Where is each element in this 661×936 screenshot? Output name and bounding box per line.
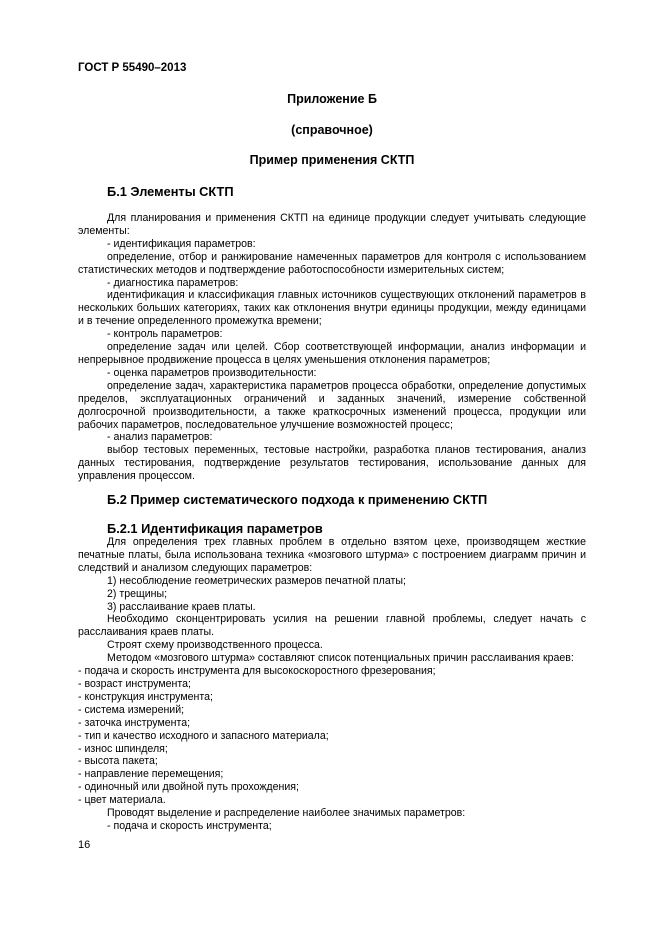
selected-item: - подача и скорость инструмента;	[107, 819, 272, 832]
element-label: - диагностика параметров:	[107, 276, 239, 289]
cause-item: - износ шпинделя;	[78, 742, 168, 755]
cause-item: - одиночный или двойной путь прохождения;	[78, 781, 299, 794]
page-number: 16	[78, 839, 91, 851]
section-b2-heading: Б.2 Пример систематического подхода к применению СКТП	[107, 492, 488, 507]
appendix-subject: Пример применения СКТП	[249, 153, 415, 167]
scheme-paragraph: Строят схему производственного процесса.	[107, 639, 323, 652]
selection-paragraph: Проводят выделение и распределение наиболее значимых параметров:	[107, 807, 466, 820]
cause-item: - высота пакета;	[78, 755, 158, 768]
element-label: - идентификация параметров:	[107, 237, 256, 250]
element-description: выбор тестовых переменных, тестовые настройки, разработка планов тестирования, анализ данных тестирования, подтверждение результатов тестирования, использование данных для управления процессом.	[78, 444, 586, 483]
section-b2-intro: Для определения трех главных проблем в отдельно взятом цехе, производящем жесткие печатные платы, была использована техника «мозгового штурма» с построением диаграмм причин и следствий и анализом следующих параметров:	[78, 536, 586, 574]
element-description: идентификация и классификация главных источников существующих отклонений параметров в нескольких больших категориях, таких как отклонения внутри единицы продукции, между единицами и в течение определенного промежутка времени;	[78, 289, 586, 328]
standard-number: ГОСТ Р 55490–2013	[78, 62, 187, 74]
section-b1-body	[78, 212, 586, 483]
element-label: - анализ параметров:	[107, 431, 213, 444]
appendix-status: (справочное)	[291, 123, 373, 137]
cause-item: - возраст инструмента;	[78, 677, 191, 690]
element-label: - оценка параметров производительности:	[107, 366, 317, 379]
element-label: - контроль параметров:	[107, 328, 223, 341]
problem-item: 2) трещины;	[107, 587, 168, 600]
problem-item: 1) несоблюдение геометрических размеров печатной платы;	[107, 574, 406, 587]
cause-item: - тип и качество исходного и запасного материала;	[78, 729, 329, 742]
cause-item: - направление перемещения;	[78, 768, 224, 781]
cause-item: - заточка инструмента;	[78, 716, 191, 729]
focus-paragraph: Необходимо сконцентрировать усилия на решении главной проблемы, следует начать с расслаивания краев платы.	[78, 613, 586, 639]
appendix-title: Приложение Б	[287, 92, 377, 106]
cause-item: - цвет материала.	[78, 794, 166, 807]
cause-item: - подача и скорость инструмента для высокоскоростного фрезерования;	[78, 665, 436, 678]
section-b1-intro: Для планирования и применения СКТП на единице продукции следует учитывать следующие элементы:	[78, 212, 586, 237]
cause-item: - конструкция инструмента;	[78, 690, 213, 703]
section-b2-1-heading: Б.2.1 Идентификация параметров	[107, 521, 323, 536]
problem-item: 3) расслаивание краев платы.	[107, 600, 256, 613]
section-b2-body	[78, 536, 586, 833]
brainstorm-paragraph: Методом «мозгового штурма» составляют список потенциальных причин расслаивания краев:	[107, 652, 574, 665]
element-description: определение, отбор и ранжирование намеченных параметров для контроля с использованием статистических методов и подтверждение работоспособности измерительных систем;	[78, 250, 586, 276]
section-b1-heading: Б.1 Элементы СКТП	[107, 184, 234, 199]
element-description: определение задач или целей. Сбор соответствующей информации, анализ информации и непрерывное продвижение процесса в целях уменьшения отклонения параметров;	[78, 341, 586, 366]
element-description: определение задач, характеристика параметров процесса обработки, определение допустимых пределов, эксплуатационных ограничений и заданных значений, измерение собственной долгосрочной производительности, а также краткосрочных изменений процесса, продукции или рабочих параметров, последовательное улучшение возможностей процесс;	[78, 379, 586, 431]
cause-item: - система измерений;	[78, 703, 185, 716]
